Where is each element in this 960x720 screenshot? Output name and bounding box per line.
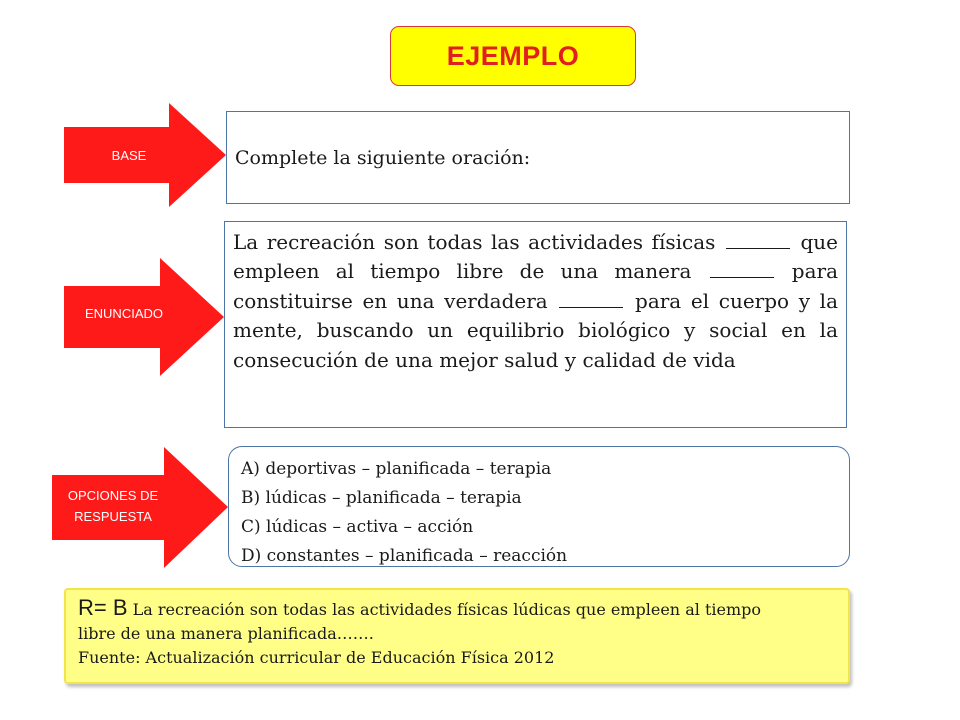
opciones-arrow <box>52 447 228 568</box>
enunciado-arrow-label: ENUNCIADO <box>84 306 163 321</box>
answer-prefix: R= B <box>78 595 128 620</box>
answer-box <box>64 588 850 684</box>
base-box <box>226 111 850 204</box>
options-box <box>228 446 850 567</box>
answer-line-2: libre de una manera planificada……. <box>78 624 374 643</box>
enunciado-part4: para el cuerpo y la mente, buscando un equilibrio biológico y social en la consecución de una mejor salud y calidad de vida <box>233 288 838 372</box>
enunciado-arrow <box>64 258 224 376</box>
enunciado-part1: La recreación son todas las actividades físicas <box>233 230 716 254</box>
answer-text-1: La recreación son todas las actividades físicas lúdicas que empleen al tiempo <box>127 600 761 619</box>
opciones-arrow-label-line2: RESPUESTA <box>74 509 152 524</box>
title-box <box>390 26 636 86</box>
answer-line-1 <box>78 596 836 622</box>
enunciado-part2: que empleen al tiempo libre de una manera <box>233 230 838 284</box>
blank-1 <box>726 230 790 249</box>
blank-2 <box>710 259 774 278</box>
base-text: Complete la siguiente oración: <box>235 146 531 169</box>
opciones-arrow-label <box>52 485 174 527</box>
blank-3 <box>559 289 623 308</box>
option-a: A) deportivas – planificada – terapia <box>241 459 552 479</box>
option-c: C) lúdicas – activa – acción <box>241 517 474 537</box>
enunciado-box <box>224 221 847 428</box>
enunciado-part3: para constituirse en una verdadera <box>233 259 839 313</box>
title: EJEMPLO <box>446 40 580 71</box>
option-b: B) lúdicas – planificada – terapia <box>241 488 522 508</box>
base-arrow-label: BASE <box>111 148 147 163</box>
base-arrow <box>64 103 226 207</box>
opciones-arrow-label-line1: OPCIONES DE <box>67 488 159 503</box>
answer-source: Fuente: Actualización curricular de Educación Física 2012 <box>78 648 555 667</box>
option-d: D) constantes – planificada – reacción <box>241 546 568 566</box>
